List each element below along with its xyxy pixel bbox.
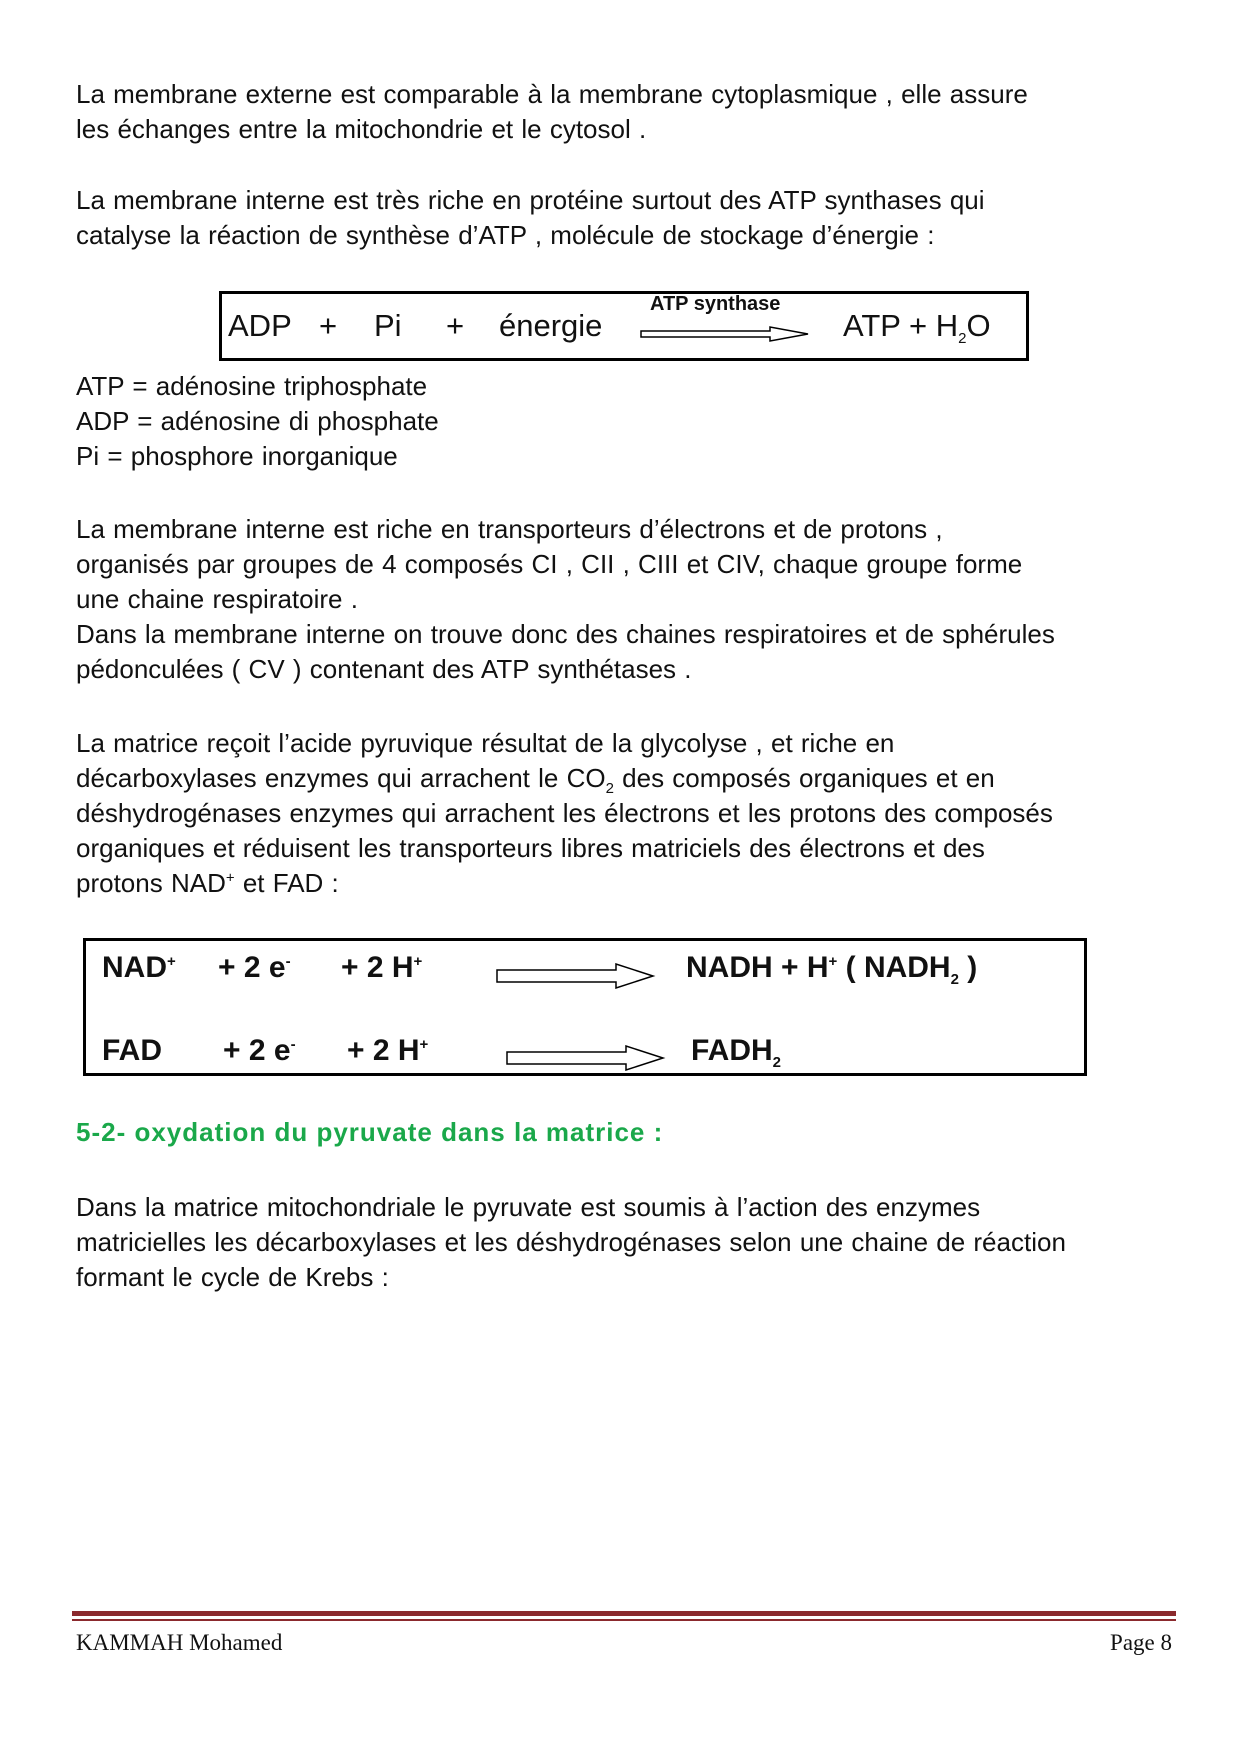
- eq-electrons: + 2 e-: [223, 1034, 296, 1067]
- eq-nadh-product: NADH + H+ ( $NADH_2$ ): [686, 951, 978, 988]
- definition-adp: ADP = adénosine di phosphate: [76, 406, 439, 436]
- eq-protons: + 2 H+: [347, 1034, 429, 1067]
- paragraph-outer-membrane: [76, 77, 1176, 147]
- eq-protons: + 2 H+: [341, 951, 423, 984]
- eq-electrons: + 2 e-: [218, 951, 291, 984]
- reaction-arrow-icon: [640, 326, 810, 342]
- abbreviation-definitions: [76, 369, 1176, 474]
- eq-nad: NAD+: [102, 951, 176, 984]
- eq-plus: +: [446, 308, 465, 343]
- text-line: matricielles les décarboxylases et les déshydrogénases selon une chaine de réaction: [76, 1227, 1066, 1257]
- paragraph-krebs-cycle: [76, 1190, 1176, 1295]
- text-line: une chaine respiratoire .: [76, 584, 358, 614]
- text-line: les échanges entre la mitochondrie et le cytosol .: [76, 114, 647, 144]
- eq-enzyme-label: ATP synthase: [650, 293, 781, 315]
- text-line: catalyse la réaction de synthèse d’ATP , molécule de stockage d’énergie :: [76, 220, 935, 250]
- text-line: La matrice reçoit l’acide pyruvique résultat de la glycolyse , et riche en: [76, 728, 895, 758]
- text-line: pédonculées ( CV ) contenant des ATP synthétases .: [76, 654, 692, 684]
- text-line: organiques et réduisent les transporteurs libres matriciels des électrons et des: [76, 833, 985, 863]
- definition-pi: Pi = phosphore inorganique: [76, 441, 398, 471]
- text-line: Dans la matrice mitochondriale le pyruvate est soumis à l’action des enzymes: [76, 1192, 981, 1222]
- reaction-arrow-icon: [506, 1045, 666, 1071]
- eq-adp: ADP: [228, 308, 292, 343]
- text-line: décarboxylases enzymes qui arrachent le $CO_2$ des composés organiques et en: [76, 763, 995, 798]
- reaction-arrow-icon: [496, 963, 656, 989]
- paragraph-matrix: [76, 726, 1176, 901]
- section-heading: 5-2- oxydation du pyruvate dans la matrice :: [76, 1117, 664, 1147]
- paragraph-respiratory-chain: [76, 512, 1176, 687]
- text-line: La membrane interne est très riche en protéine surtout des ATP synthases qui: [76, 185, 985, 215]
- definition-atp: ATP = adénosine triphosphate: [76, 371, 428, 401]
- text-line: La membrane interne est riche en transporteurs d’électrons et de protons ,: [76, 514, 943, 544]
- footer-page-number: Page 8: [1110, 1630, 1172, 1655]
- atp-synthesis-equation: [219, 291, 1029, 361]
- eq-fadh2-product: $FADH_2$: [691, 1034, 782, 1071]
- footer-rule: [72, 1619, 1176, 1621]
- eq-plus: +: [319, 308, 338, 343]
- nad-fad-reduction-equations: [83, 938, 1087, 1076]
- eq-fad: FAD: [102, 1034, 162, 1067]
- text-line: formant le cycle de Krebs :: [76, 1262, 389, 1292]
- text-line: La membrane externe est comparable à la membrane cytoplasmique , elle assure: [76, 79, 1028, 109]
- text-line: organisés par groupes de 4 composés CI , CII , CIII et CIV, chaque groupe forme: [76, 549, 1023, 579]
- paragraph-inner-membrane: [76, 183, 1176, 253]
- text-line: protons NAD+ et FAD :: [76, 868, 339, 898]
- text-line: Dans la membrane interne on trouve donc des chaines respiratoires et de sphérules: [76, 619, 1055, 649]
- text-line: déshydrogénases enzymes qui arrachent les électrons et les protons des composés: [76, 798, 1053, 828]
- eq-pi: Pi: [374, 308, 402, 343]
- eq-energie: énergie: [499, 308, 603, 343]
- eq-product: ATP + $H_2O$: [843, 308, 991, 348]
- footer-author: KAMMAH Mohamed: [76, 1630, 283, 1655]
- footer-rule: [72, 1611, 1176, 1616]
